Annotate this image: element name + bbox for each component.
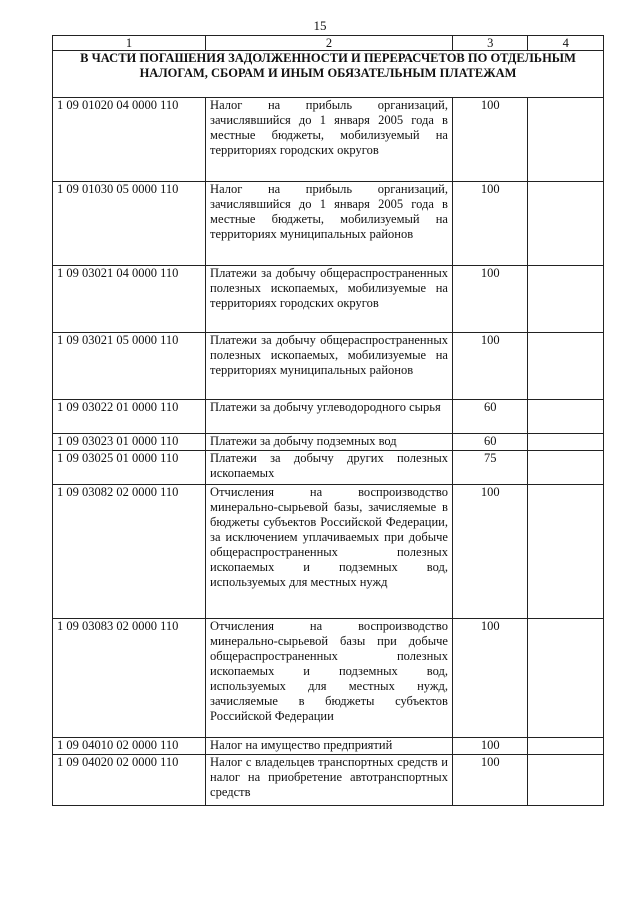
revenue-name: Платежи за добычу общераспространенных полезных ископаемых, мобилизуемые на территориях муниципальных районов [206,333,453,400]
revenue-code: 1 09 03082 02 0000 110 [53,485,206,619]
revenue-code: 1 09 03021 05 0000 110 [53,333,206,400]
revenue-table [52,35,604,806]
revenue-code: 1 09 04020 02 0000 110 [53,755,206,806]
revenue-code: 1 09 03022 01 0000 110 [53,400,206,434]
revenue-code: 1 09 03023 01 0000 110 [53,434,206,451]
revenue-extra [528,98,604,182]
revenue-extra [528,182,604,266]
revenue-name: Отчисления на воспроизводство минерально-сырьевой базы при добыче общераспространенных полезных ископаемых и подземных вод, используемых для местных нужд, зачисляемые в бюджеты субъектов Российской Федерации [206,619,453,738]
table-row [53,434,604,451]
revenue-name: Налог на прибыль организаций, зачислявшийся до 1 января 2005 года в местные бюджеты, мобилизуемый на территориях городских округов [206,98,453,182]
revenue-code: 1 09 04010 02 0000 110 [53,738,206,755]
revenue-name: Платежи за добычу других полезных ископаемых [206,451,453,485]
column-header-4: 4 [528,36,604,51]
revenue-name: Налог на прибыль организаций, зачислявшийся до 1 января 2005 года в местные бюджеты, мобилизуемый на территориях муниципальных районов [206,182,453,266]
revenue-extra [528,434,604,451]
revenue-code: 1 09 01030 05 0000 110 [53,182,206,266]
revenue-name: Отчисления на воспроизводство минерально-сырьевой базы, зачисляемые в бюджеты субъектов Российской Федерации, за исключением уплачиваемых при добыче общераспространенных полезных ископаемых и подземных вод, используемых для местных нужд [206,485,453,619]
column-header-3: 3 [452,36,528,51]
revenue-norm: 100 [452,738,528,755]
table-row [53,98,604,182]
revenue-norm: 100 [452,485,528,619]
table-row [53,333,604,400]
revenue-extra [528,619,604,738]
revenue-extra [528,400,604,434]
revenue-name: Налог с владельцев транспортных средств и налог на приобретение автотранспортных средств [206,755,453,806]
revenue-name: Налог на имущество предприятий [206,738,453,755]
revenue-norm: 100 [452,266,528,333]
revenue-norm: 100 [452,755,528,806]
revenue-norm: 100 [452,98,528,182]
section-title: В ЧАСТИ ПОГАШЕНИЯ ЗАДОЛЖЕННОСТИ И ПЕРЕРАСЧЕТОВ ПО ОТДЕЛЬНЫМ НАЛОГАМ, СБОРАМ И ИНЫМ ОБЯЗАТЕЛЬНЫМ ПЛАТЕЖАМ [53,51,604,98]
table-row [53,755,604,806]
revenue-extra [528,485,604,619]
revenue-code: 1 09 03083 02 0000 110 [53,619,206,738]
table-row [53,738,604,755]
table-row [53,485,604,619]
revenue-norm: 60 [452,434,528,451]
column-header-1: 1 [53,36,206,51]
revenue-name: Платежи за добычу подземных вод [206,434,453,451]
column-header-2: 2 [206,36,453,51]
revenue-name: Платежи за добычу общераспространенных полезных ископаемых, мобилизуемые на территориях городских округов [206,266,453,333]
revenue-norm: 100 [452,619,528,738]
table-row [53,400,604,434]
revenue-norm: 60 [452,400,528,434]
table-row [53,451,604,485]
table-row [53,182,604,266]
revenue-code: 1 09 01020 04 0000 110 [53,98,206,182]
revenue-extra [528,738,604,755]
table-row [53,619,604,738]
revenue-code: 1 09 03025 01 0000 110 [53,451,206,485]
revenue-norm: 75 [452,451,528,485]
revenue-extra [528,755,604,806]
page-number: 15 [313,18,327,33]
table-row [53,266,604,333]
section-header-row [53,51,604,98]
revenue-extra [528,266,604,333]
column-header-row [53,36,604,51]
revenue-name: Платежи за добычу углеводородного сырья [206,400,453,434]
revenue-extra [528,333,604,400]
revenue-norm: 100 [452,182,528,266]
revenue-code: 1 09 03021 04 0000 110 [53,266,206,333]
revenue-norm: 100 [452,333,528,400]
revenue-extra [528,451,604,485]
